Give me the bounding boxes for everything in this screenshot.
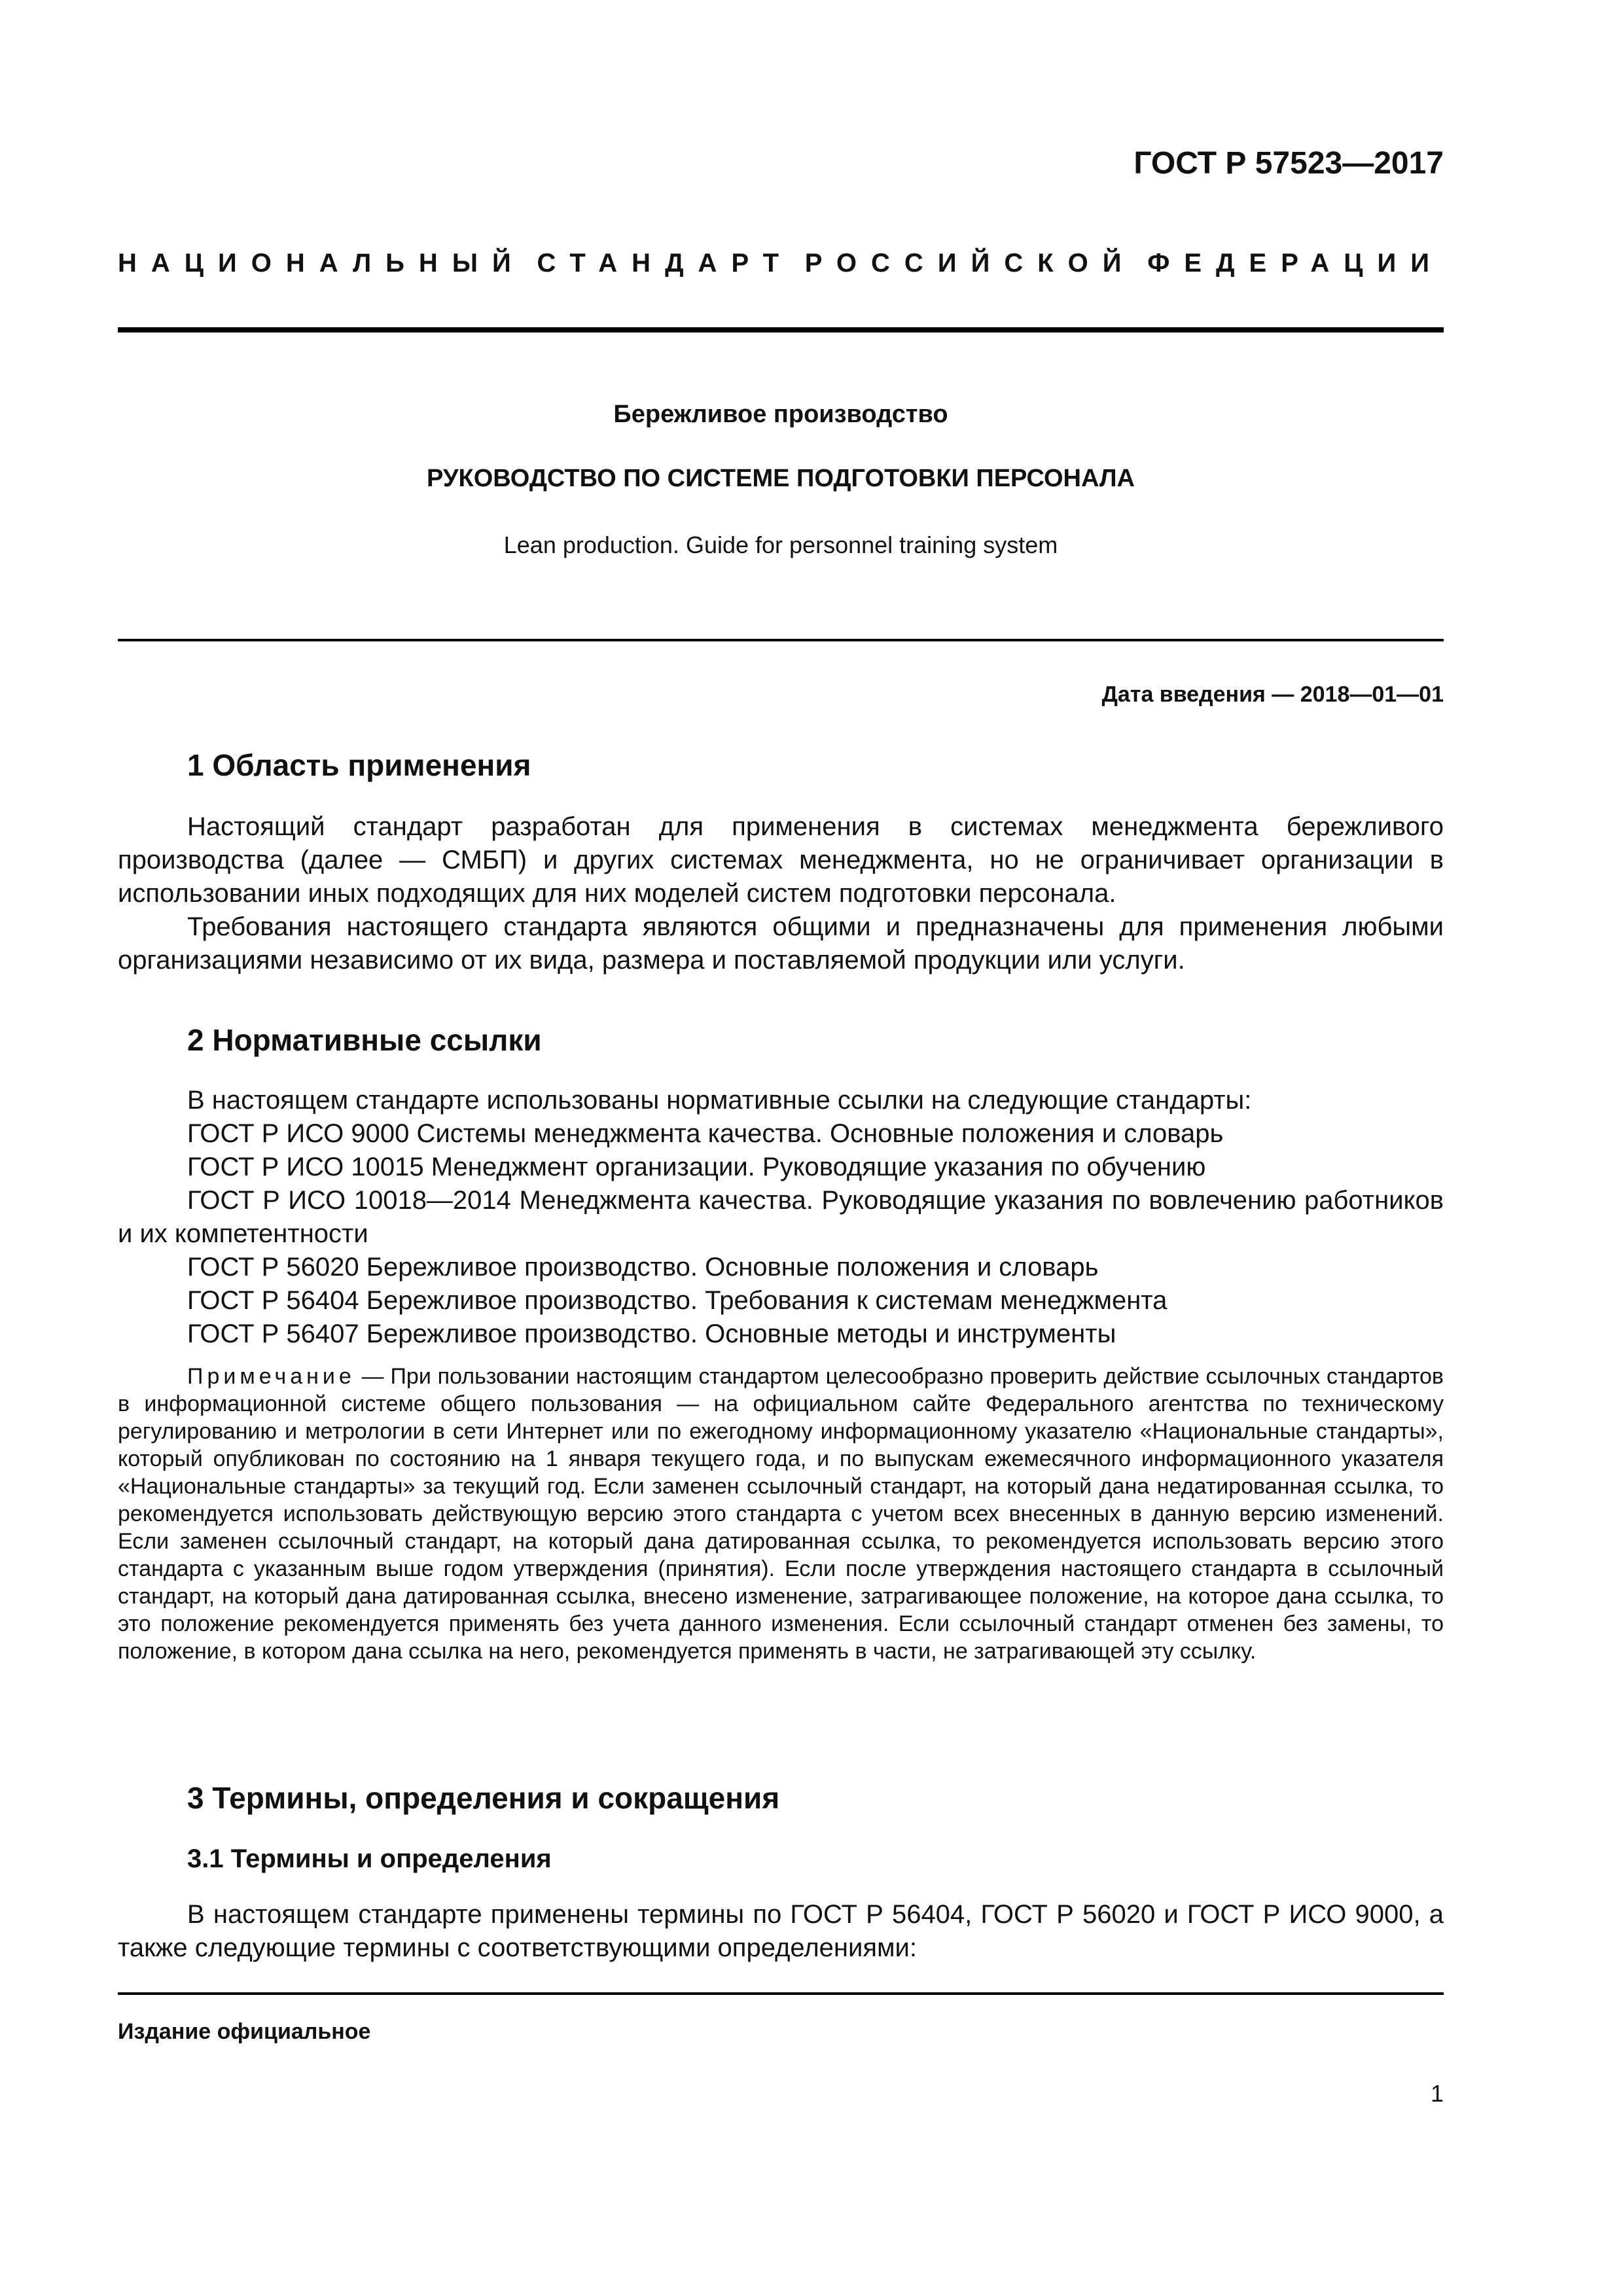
reference-item: ГОСТ Р ИСО 10018—2014 Менеджмента качества. Руководящие указания по вовлечению работников и их компетентности xyxy=(118,1186,1444,1248)
note-text: — При пользовании настоящим стандартом целесообразно проверить действие ссылочных стандартов в информационной системе общего пользования — на официальном сайте Федерального агентства по техническому регулированию и метрологии в сети Интернет или по ежегодному информационному указателю «Национальные стандарты», который опубликован по состоянию на 1 января текущего года, и по выпускам ежемесячного информационного указателя «Национальные стандарты» за текущий год. Если заменен ссылочный стандарт, на который дана недатированная ссылка, то рекомендуется использовать действующую версию этого стандарта с учетом всех внесенных в данную версию изменений. Если заменен ссылочный стандарт, на который дана датированная ссылка, то рекомендуется использовать версию этого стандарта с указанным выше годом утверждения (принятия). Если после утверждения настоящего стандарта в ссылочный стандарт, на который дана датированная ссылка, внесено изменение, затрагивающее положение, на которое дана ссылка, то это положение рекомендуется применять без учета данного изменения. Если ссылочный стандарт отменен без замены, то положение, в котором дана ссылка на него, рекомендуется применять в части, не затрагивающей эту ссылку. xyxy=(118,1364,1444,1664)
gost-number: ГОСТ Р 57523—2017 xyxy=(1133,146,1444,181)
section-1-paragraph-1: Настоящий стандарт разработан для применения в системах менеджмента бережливого производства (далее — СМБП) и других системах менеджмента, но не ограничивает организации в использовании иных подходящих для них моделей систем подготовки персонала. xyxy=(118,812,1444,908)
header-rule xyxy=(118,327,1444,332)
reference-item: ГОСТ Р 56020 Бережливое производство. Основные положения и словарь xyxy=(187,1253,1099,1282)
banner-word: ФЕДЕРАЦИИ xyxy=(1147,249,1444,278)
references-intro: В настоящем стандарте использованы нормативные ссылки на следующие стандарты: xyxy=(187,1086,1252,1115)
reference-item: ГОСТ Р 56407 Бережливое производство. Основные методы и инструменты xyxy=(187,1319,1116,1348)
section-1-heading: 1 Область применения xyxy=(187,748,531,782)
page-number: 1 xyxy=(1430,2080,1444,2107)
banner-word: НАЦИОНАЛЬНЫЙ xyxy=(118,249,526,278)
footer-rule xyxy=(118,1992,1444,1995)
title-rule xyxy=(118,639,1444,641)
note-label: Примечание xyxy=(187,1364,355,1389)
reference-item: ГОСТ Р 56404 Бережливое производство. Требования к системам менеджмента xyxy=(187,1286,1168,1315)
official-edition-label: Издание официальное xyxy=(118,2019,371,2044)
banner-word: РОССИЙСКОЙ xyxy=(804,249,1136,278)
banner-word: СТАНДАРТ xyxy=(537,249,794,278)
title-main: РУКОВОДСТВО ПО СИСТЕМЕ ПОДГОТОВКИ ПЕРСОНАЛА xyxy=(427,465,1135,492)
section-3-1-heading: 3.1 Термины и определения xyxy=(187,1844,552,1873)
section-3-heading: 3 Термины, определения и сокращения xyxy=(187,1781,780,1815)
section-3-paragraph-1: В настоящем стандарте применены термины по ГОСТ Р 56404, ГОСТ Р 56020 и ГОСТ Р ИСО 9000, а также следующие термины с соответствующими определениями: xyxy=(118,1900,1444,1962)
reference-item: ГОСТ Р ИСО 9000 Системы менеджмента качества. Основные положения и словарь xyxy=(187,1119,1224,1148)
section-1-paragraph-2: Требования настоящего стандарта являются общими и предназначены для применения любыми организациями независимо от их вида, размера и поставляемой продукции или услуги. xyxy=(118,912,1444,975)
title-topic: Бережливое производство xyxy=(613,401,948,428)
national-standard-banner xyxy=(118,249,1444,278)
reference-item: ГОСТ Р ИСО 10015 Менеджмент организации. Руководящие указания по обучению xyxy=(187,1153,1206,1181)
title-english: Lean production. Guide for personnel training system xyxy=(503,531,1058,558)
section-2-heading: 2 Нормативные ссылки xyxy=(187,1023,542,1057)
intro-date: Дата введения — 2018—01—01 xyxy=(1101,682,1444,707)
references-note xyxy=(118,1363,1444,1665)
